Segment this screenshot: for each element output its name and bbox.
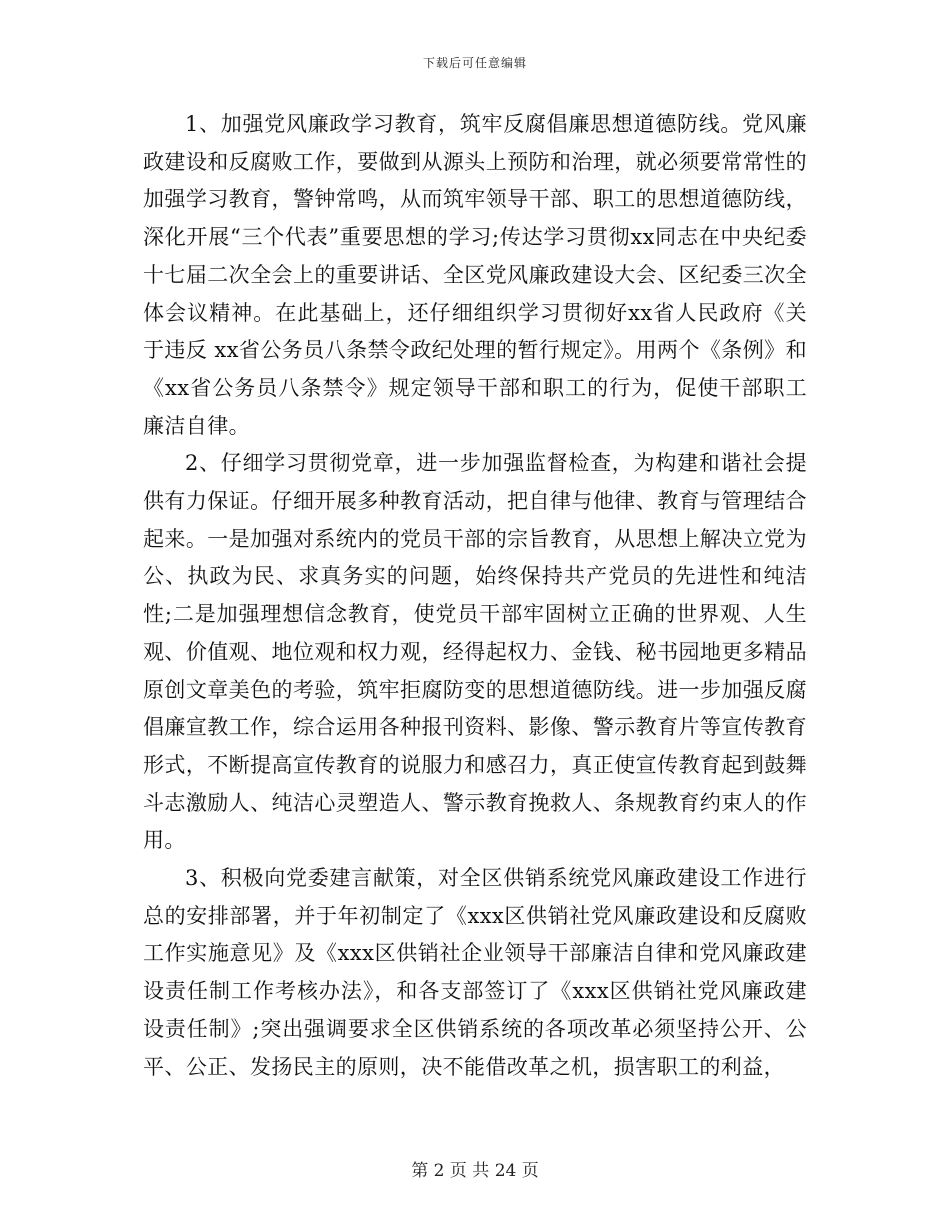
paragraph-1: 1、加强党风廉政学习教育，筑牢反腐倡廉思想道德防线。党风廉政建设和反腐败工作，要做到从源头上预防和治理，就必须要常常性的加强学习教育，警钟常鸣，从而筑牢领导干部、职工的思想道德防线，深化开展“三个代表”重要思想的学习;传达学习贯彻xx同志在中央纪委十七届二次全会上的重要讲话、全区党风廉政建设大会、区纪委三次全体会议精神。在此基础上，还仔细组织学习贯彻好xx省人民政府《关于违反 xx省公务员八条禁令政纪处理的暂行规定》。用两个《条例》和《xx省公务员八条禁令》规定领导干部和职工的行为，促使干部职工廉洁自律。 [143, 112, 807, 438]
paragraph-2: 2、仔细学习贯彻党章，进一步加强监督检查，为构建和谐社会提供有力保证。仔细开展多种教育活动，把自律与他律、教育与管理结合起来。一是加强对系统内的党员干部的宗旨教育，从思想上解决立党为公、执政为民、求真务实的问题，始终保持共产党员的先进性和纯洁性;二是加强理想信念教育，使党员干部牢固树立正确的世界观、人生观、价值观、地位观和权力观，经得起权力、金钱、秘书园地更多精品原创文章美色的考验，筑牢拒腐防变的思想道德防线。进一步加强反腐倡廉宣教工作，综合运用各种报刊资料、影像、警示教育片等宣传教育形式，不断提高宣传教育的说服力和感召力，真正使宣传教育起到鼓舞斗志激励人、纯洁心灵塑造人、警示教育挽救人、条规教育约束人的作用。 [143, 451, 807, 853]
page-number-footer: 第 2 页 共 24 页 [411, 1161, 539, 1181]
header-note: 下载后可任意编辑 [422, 56, 527, 70]
paragraph-3: 3、积极向党委建言献策，对全区供销系统党风廉政建设工作进行总的安排部署，并于年初制定了《xxx区供销社党风廉政建设和反腐败工作实施意见》及《xxx区供销社企业领导干部廉洁自律和党风廉政建设责任制工作考核办法》，和各支部签订了《xxx区供销社党风廉政建设责任制》;突出强调要求全区供销系统的各项改革必须坚持公开、公平、公正、发扬民主的原则，决不能借改革之机，损害职工的利益， [143, 866, 807, 1079]
body-text [143, 106, 807, 1086]
